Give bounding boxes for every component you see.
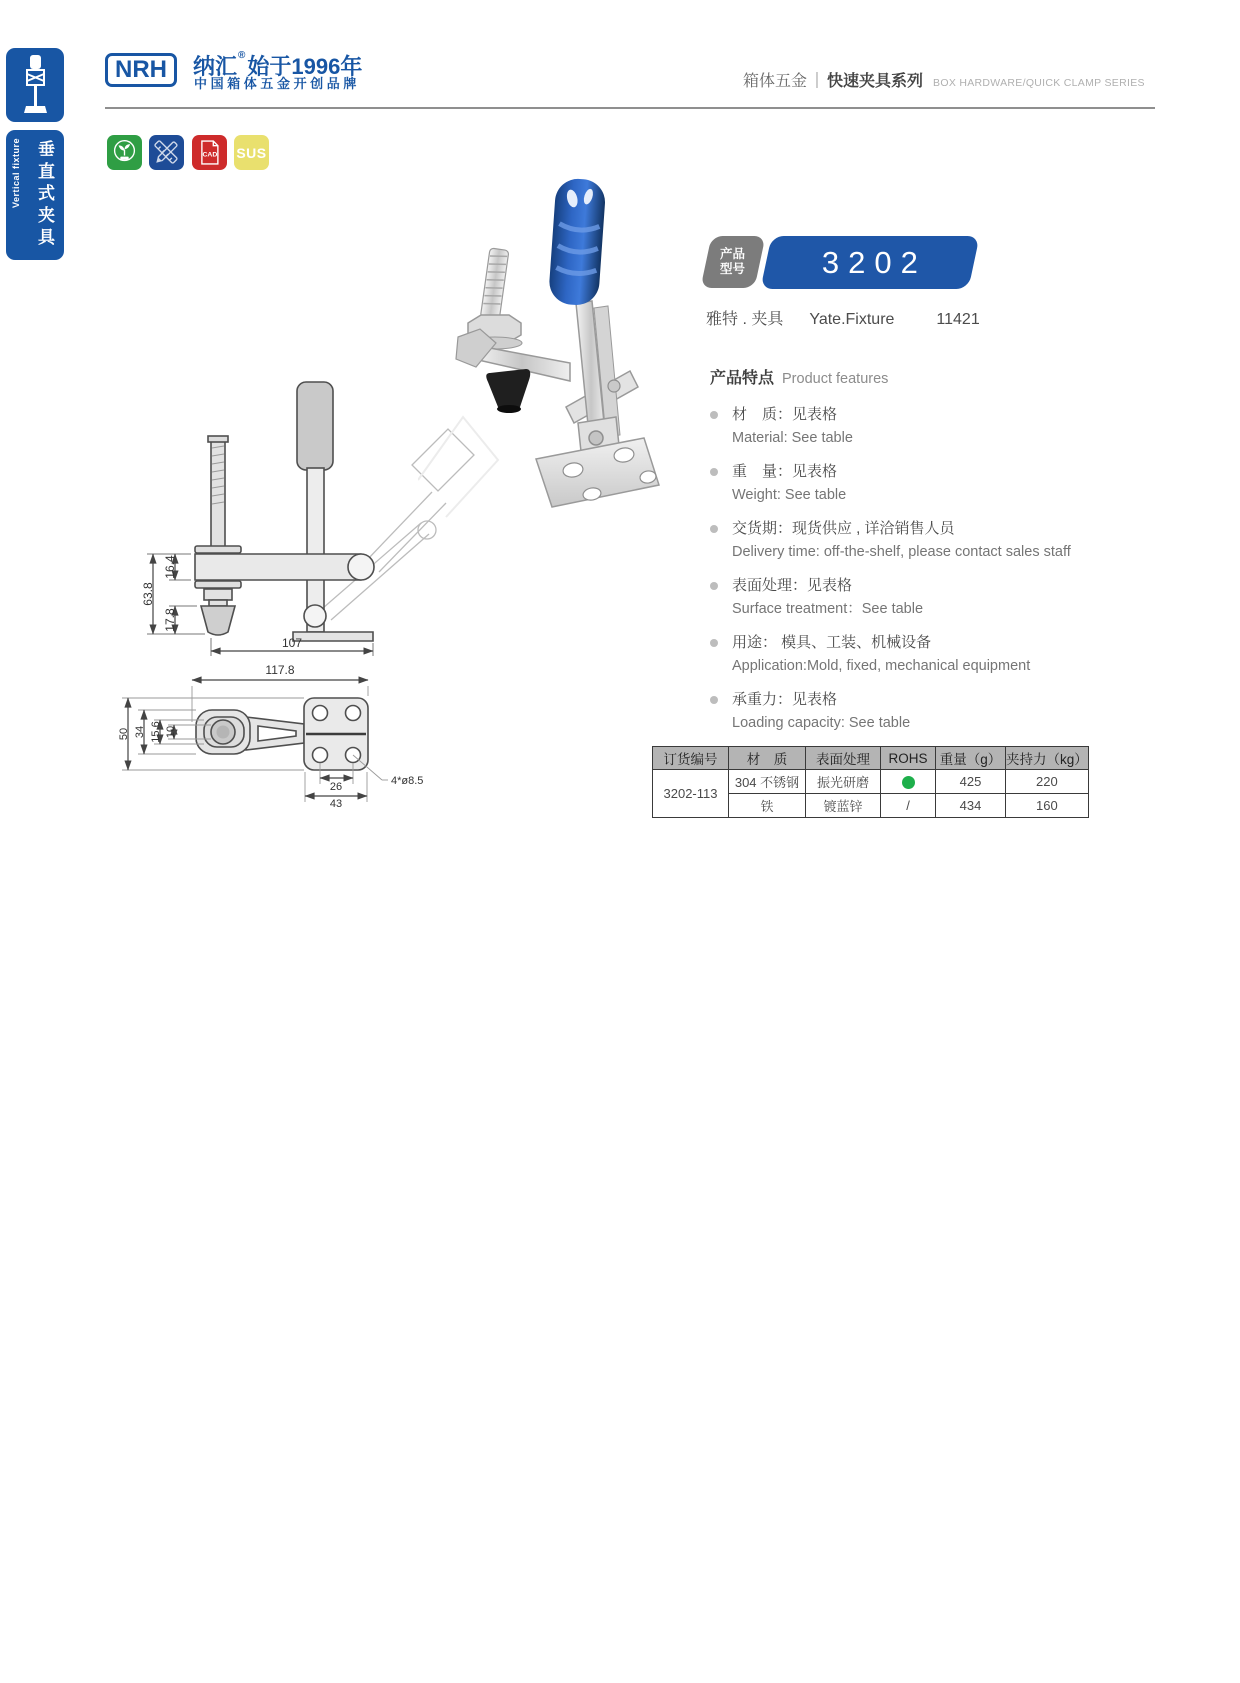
col-material: 材 质 — [729, 747, 806, 770]
col-weight: 重量（g） — [936, 747, 1006, 770]
cad-label: CAD — [202, 151, 218, 159]
series-name-en: BOX HARDWARE/QUICK CLAMP SERIES — [933, 77, 1145, 89]
rohs-pass-dot — [902, 776, 915, 789]
force-value: 220 — [1006, 770, 1089, 794]
feature-item — [710, 632, 1110, 677]
features-title-en: Product features — [782, 371, 889, 387]
brand-reg-mark: ® — [238, 50, 246, 61]
dim-50: 50 — [118, 727, 130, 741]
holes-note: 4*ø8.5 — [391, 775, 424, 787]
force-value: 160 — [1006, 794, 1089, 818]
dim-26: 26 — [329, 781, 343, 793]
features-title — [710, 365, 1110, 388]
surface-value: 振光研磨 — [806, 770, 881, 794]
weight-value: 434 — [936, 794, 1006, 818]
bullet-icon — [710, 411, 718, 419]
model-badge — [760, 236, 979, 289]
feature-cn: 重 量：见表格 — [732, 463, 838, 480]
features-title-cn: 产品特点 — [710, 370, 775, 387]
eco-rohs-icon — [107, 135, 142, 170]
material-value: 304 不锈钢 — [729, 770, 806, 794]
dim-34: 34 — [134, 725, 146, 739]
rohs-value: / — [881, 794, 936, 818]
col-order-code: 订货编号 — [653, 747, 729, 770]
spec-header-row — [653, 747, 1089, 770]
col-force: 夹持力（kg） — [1006, 747, 1089, 770]
nrh-logo-text: NRH — [115, 56, 167, 83]
series-name-cn: 快速夹具系列 — [827, 73, 924, 90]
sidebar-category-tile — [6, 130, 64, 260]
badge-label-line2: 型号 — [720, 262, 746, 276]
cad-file-icon — [192, 135, 227, 170]
series-divider: ｜ — [809, 73, 826, 90]
product-item-no: 11421 — [936, 311, 980, 328]
product-name-row — [706, 306, 980, 329]
brand-tagline: 中国箱体五金开创品牌 — [194, 76, 361, 91]
feature-item — [710, 689, 1110, 734]
feature-item — [710, 575, 1110, 620]
rohs-value — [881, 770, 936, 794]
nrh-logo — [105, 53, 177, 87]
feature-en: Surface treatment：See table — [732, 600, 924, 617]
col-rohs: ROHS — [881, 747, 936, 770]
dim-117-8: 117.8 — [265, 663, 295, 677]
dim-17-8: 17.8 — [163, 608, 177, 632]
model-number: 3202 — [822, 244, 927, 280]
spec-table — [652, 746, 1089, 818]
feature-cn: 表面处理：见表格 — [732, 577, 853, 594]
material-value: 铁 — [729, 794, 806, 818]
weight-value: 425 — [936, 770, 1006, 794]
dim-107: 107 — [281, 636, 303, 650]
dim-43: 43 — [329, 798, 343, 807]
col-surface: 表面处理 — [806, 747, 881, 770]
feature-en: Weight: See table — [732, 486, 847, 503]
surface-value: 镀蓝锌 — [806, 794, 881, 818]
vertical-clamp-icon — [6, 48, 64, 122]
sus-label: SUS — [236, 144, 267, 161]
bullet-icon — [710, 525, 718, 533]
feature-cn: 材 质：见表格 — [732, 406, 838, 423]
spec-row-1 — [653, 770, 1089, 794]
dim-15-6: 15.6 — [150, 721, 162, 743]
product-name-en: Yate.Fixture — [809, 311, 895, 328]
product-name-cn: 雅特 . 夹具 — [706, 311, 784, 328]
bullet-icon — [710, 468, 718, 476]
dim-63-8: 63.8 — [141, 582, 155, 606]
series-header — [743, 68, 1145, 91]
brand-since: 始于1996年 — [247, 54, 363, 79]
order-code: 3202-113 — [653, 770, 729, 818]
feature-item — [710, 404, 1110, 449]
brand-name-cn: 纳汇 — [193, 54, 238, 79]
product-photo — [418, 155, 673, 520]
feature-cn: 交货期：现货供应 , 详洽销售人员 — [732, 520, 955, 537]
top-view-drawing — [108, 622, 488, 807]
dim-16-4: 16.4 — [163, 555, 177, 579]
feature-cn: 用途： 模具、工装、机械设备 — [732, 634, 932, 651]
header-divider-line — [105, 107, 1155, 109]
bullet-icon — [710, 582, 718, 590]
blue-handle-grip — [548, 177, 607, 306]
feature-item — [710, 461, 1110, 506]
feature-item — [710, 518, 1110, 563]
sidebar-clamp-tile — [6, 48, 64, 122]
threaded-spindle — [480, 248, 509, 320]
feature-cn: 承重力：见表格 — [732, 691, 838, 708]
model-badge-label — [700, 236, 765, 288]
bullet-icon — [710, 696, 718, 704]
sus-material-icon — [234, 135, 269, 170]
feature-en: Material: See table — [732, 429, 853, 446]
series-section-cn: 箱体五金 — [743, 73, 808, 90]
dim-10: 10 — [165, 725, 177, 739]
badge-label-line1: 产品 — [720, 247, 746, 261]
product-features — [710, 365, 1110, 746]
bullet-icon — [710, 639, 718, 647]
design-tools-icon — [149, 135, 184, 170]
sidebar-category-cn: 垂直式夹具 — [35, 140, 54, 250]
feature-en: Loading capacity: See table — [732, 714, 911, 731]
feature-en: Application:Mold, fixed, mechanical equipment — [732, 657, 1031, 674]
feature-en: Delivery time: off-the-shelf, please contact sales staff — [732, 543, 1071, 560]
sidebar-category-en: Vertical fixture — [11, 138, 21, 209]
